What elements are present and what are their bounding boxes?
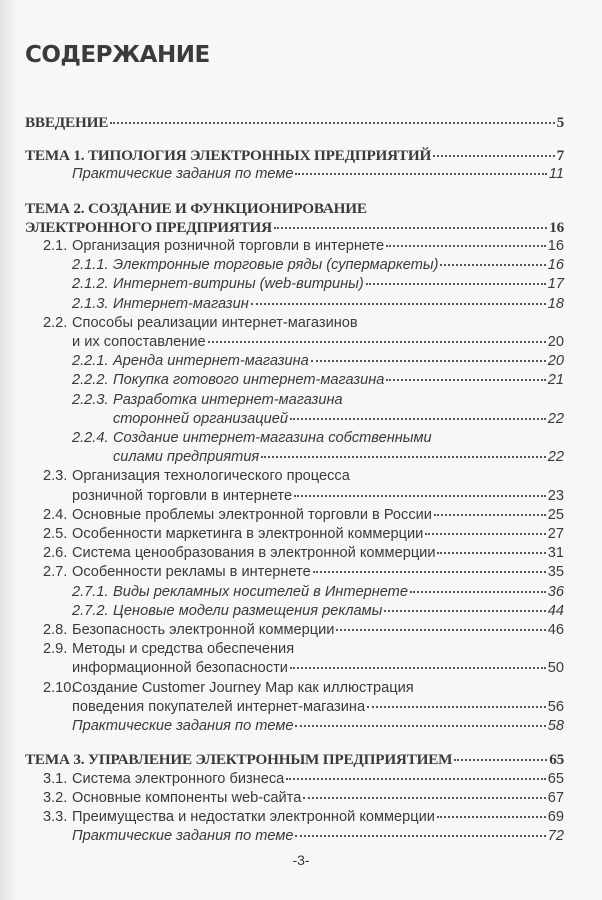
toc-entry-line xyxy=(43,467,564,486)
toc-entry-number: 2.2.2. xyxy=(72,372,109,389)
toc-entry[interactable] xyxy=(25,789,564,808)
toc-entry[interactable] xyxy=(25,256,564,275)
toc-entry-number: 2.1.2. xyxy=(72,276,109,293)
toc-entry-text: Безопасность электронной коммерции xyxy=(72,622,335,639)
toc-entry-page: 22 xyxy=(547,449,564,466)
toc-entry-line xyxy=(25,218,564,237)
dot-leader xyxy=(274,227,547,229)
toc-entry-number: 2.2.3. xyxy=(72,391,109,408)
toc-entry-page: 50 xyxy=(547,660,564,677)
toc-entry-text: розничной торговли в интернете xyxy=(72,487,293,504)
toc-entry-text: ТЕМА 3. УПРАВЛЕНИЕ ЭЛЕКТРОННЫМ ПРЕДПРИЯТИЕМ xyxy=(25,751,453,769)
dot-leader xyxy=(290,418,546,420)
dot-leader xyxy=(434,514,546,516)
toc-entry-page: 69 xyxy=(547,808,564,825)
toc-entry-number: 2.7. xyxy=(43,564,68,581)
toc-entry-line xyxy=(43,563,564,582)
toc-entry-line xyxy=(72,429,564,448)
toc-entry-number: 2.10. xyxy=(43,679,76,696)
toc-entry[interactable] xyxy=(25,717,564,736)
toc-entry-line xyxy=(72,827,564,846)
toc-entry-line xyxy=(43,506,564,525)
toc-entry-line xyxy=(72,717,564,736)
dot-leader xyxy=(410,591,546,593)
dot-leader xyxy=(433,155,555,157)
toc-entry-number: 2.2.1. xyxy=(72,353,109,370)
toc-entry-line xyxy=(25,199,564,218)
toc-entry-line xyxy=(43,333,564,352)
toc-entry-line xyxy=(43,789,564,808)
toc-entry-page: 20 xyxy=(547,334,564,351)
toc-entry-number: 2.3. xyxy=(43,468,68,485)
toc-entry-text: Покупка готового интернет-магазина xyxy=(113,372,385,389)
toc-entry-text: Интернет-витрины (web-витрины) xyxy=(113,276,364,293)
toc-entry-page: 65 xyxy=(549,751,564,769)
dot-leader xyxy=(437,552,545,554)
toc-entry-page: 18 xyxy=(547,295,564,312)
toc-entry-line xyxy=(72,410,564,429)
dot-leader xyxy=(303,797,545,799)
toc-entry-line xyxy=(72,352,564,371)
toc-entry-page: 16 xyxy=(547,257,564,274)
toc-entry-line xyxy=(72,391,564,410)
dot-leader xyxy=(386,245,546,247)
toc-entry-line xyxy=(72,602,564,621)
dot-leader xyxy=(295,173,546,175)
toc-entry-page: 72 xyxy=(547,828,564,845)
toc-entry[interactable] xyxy=(25,467,564,505)
toc-entry-text: Система ценообразования в электронной коммерции xyxy=(72,545,436,562)
toc-entry[interactable] xyxy=(25,506,564,525)
toc-entry-line xyxy=(43,621,564,640)
toc-entry-text: Виды рекламных носителей в Интернете xyxy=(113,583,408,600)
toc-entry-text: ВВЕДЕНИЕ xyxy=(25,114,109,131)
dot-leader xyxy=(295,835,545,837)
toc-entry[interactable] xyxy=(25,429,564,467)
toc-entry-text: Практические задания по теме xyxy=(72,718,294,735)
toc-entry-line xyxy=(43,544,564,563)
dot-leader xyxy=(251,303,546,305)
toc-entry-text: сторонней организацией xyxy=(113,410,288,427)
toc-entry-number: 3.1. xyxy=(43,770,68,787)
toc-entry-line xyxy=(25,113,564,132)
toc-entry-page: 44 xyxy=(547,602,564,619)
toc-entry-text: Основные проблемы электронной торговли в России xyxy=(72,506,432,523)
toc-entry-page: 5 xyxy=(556,114,564,131)
toc-entry[interactable] xyxy=(25,750,564,769)
dot-leader xyxy=(286,778,546,780)
toc-entry-line xyxy=(25,750,564,769)
toc-entry-page: 58 xyxy=(547,718,564,735)
toc-entry-number: 2.1.1. xyxy=(72,257,109,274)
toc-entry[interactable] xyxy=(25,113,564,132)
toc-entry-page: 27 xyxy=(547,526,564,543)
toc-entry-number: 2.1.3. xyxy=(72,295,109,312)
toc-entry-text: информационной безопасности xyxy=(72,660,288,677)
dot-leader xyxy=(440,264,545,266)
toc-entry-number: 2.1. xyxy=(43,238,68,255)
toc-entry-line xyxy=(72,275,564,294)
dot-leader xyxy=(437,816,546,818)
toc-entry-text: Электронные торговые ряды (супермаркеты) xyxy=(113,257,439,274)
toc-entry-page: 56 xyxy=(547,698,564,715)
toc-entry-text: Организация розничной торговли в интернете xyxy=(72,238,385,255)
page-title: СОДЕРЖАНИЕ xyxy=(25,42,210,68)
toc-entry[interactable] xyxy=(25,352,564,371)
toc-entry-number: 2.6. xyxy=(43,545,68,562)
toc-entry-line xyxy=(43,659,564,678)
toc-entry-text: силами предприятия xyxy=(113,449,260,466)
toc-entry-line xyxy=(72,256,564,275)
toc-entry[interactable] xyxy=(25,808,564,827)
toc-entry-page: 17 xyxy=(547,276,564,293)
toc-entry-page: 23 xyxy=(547,487,564,504)
toc-entry-line xyxy=(43,640,564,659)
toc-entry[interactable] xyxy=(25,237,564,256)
toc-entry-page: 16 xyxy=(547,238,564,255)
toc-entry-line xyxy=(43,314,564,333)
toc-entry-text: ТЕМА 2. СОЗДАНИЕ И ФУНКЦИОНИРОВАНИЕ xyxy=(25,199,367,217)
dot-leader xyxy=(294,495,546,497)
toc-entry-line xyxy=(72,583,564,602)
toc-entry-line xyxy=(43,698,564,717)
toc-entry-text: Организация технологического процесса xyxy=(72,468,350,485)
dot-leader xyxy=(290,667,546,669)
dot-leader xyxy=(336,629,545,631)
toc-entry-text: ТЕМА 1. ТИПОЛОГИЯ ЭЛЕКТРОННЫХ ПРЕДПРИЯТИЙ xyxy=(25,147,432,165)
toc-entry-page: 31 xyxy=(547,545,564,562)
toc-entry-text: Методы и средства обеспечения xyxy=(72,641,295,658)
toc-entry-text: Практические задания по теме xyxy=(72,166,294,183)
toc-entry-text: ЭЛЕКТРОННОГО ПРЕДПРИЯТИЯ xyxy=(25,218,272,236)
dot-leader xyxy=(311,360,546,362)
toc-entry-text: Создание Customer Journey Map как иллюстрация xyxy=(72,679,414,696)
dot-leader xyxy=(386,379,545,381)
dot-leader xyxy=(366,283,546,285)
toc-entry[interactable] xyxy=(25,146,564,165)
dot-leader xyxy=(425,533,545,535)
toc-entry[interactable] xyxy=(25,563,564,582)
toc-entry-text: Практические задания по теме xyxy=(72,828,294,845)
dot-leader xyxy=(313,571,546,573)
dot-leader xyxy=(110,122,554,124)
toc-entry-page: 67 xyxy=(547,789,564,806)
toc-entry-text: Способы реализации интернет-магазинов xyxy=(72,314,358,331)
page-gutter-shadow xyxy=(0,0,18,900)
toc-entry-page: 35 xyxy=(547,564,564,581)
toc-entry[interactable] xyxy=(25,391,564,429)
toc-entry-text: Разработка интернет-магазина xyxy=(113,391,343,408)
toc-entry-text: и их сопоставление xyxy=(72,334,206,351)
toc-entry-number: 2.5. xyxy=(43,526,68,543)
toc-entry[interactable] xyxy=(25,371,564,390)
toc-entry-line xyxy=(72,295,564,314)
toc-entry-line xyxy=(25,146,564,165)
toc-entry-text: поведения покупателей интернет-магазина xyxy=(72,698,366,715)
toc-entry-line xyxy=(72,165,564,184)
toc-entry-line xyxy=(72,448,564,467)
toc-entry-line xyxy=(43,525,564,544)
toc-entry-number: 2.7.1. xyxy=(72,583,109,600)
page-number: -3- xyxy=(292,852,310,868)
toc-entry-page: 22 xyxy=(547,410,564,427)
toc-entry-page: 25 xyxy=(547,506,564,523)
toc-entry-text: Система электронного бизнеса xyxy=(72,770,285,787)
toc-entry-page: 36 xyxy=(547,583,564,600)
toc-entry-number: 2.9. xyxy=(43,641,68,658)
toc-entry-text: Ценовые модели размещения рекламы xyxy=(113,602,383,619)
toc-entry-number: 2.2. xyxy=(43,314,68,331)
toc-entry[interactable] xyxy=(25,621,564,640)
toc-entry-page: 20 xyxy=(547,353,564,370)
toc-entry[interactable] xyxy=(25,640,564,678)
dot-leader xyxy=(367,706,546,708)
toc-entry[interactable] xyxy=(25,525,564,544)
toc-entry-page: 7 xyxy=(556,147,564,165)
toc-entry-line xyxy=(43,679,564,698)
toc-entry-text: Интернет-магазин xyxy=(113,295,249,312)
toc-entry-number: 2.8. xyxy=(43,622,68,639)
toc-entry-text: Создание интернет-магазина собственными xyxy=(113,430,432,447)
toc-entry-text: Основные компоненты web-сайта xyxy=(72,789,302,806)
toc-entry-text: Особенности маркетинга в электронной коммерции xyxy=(72,526,424,543)
toc-entry[interactable] xyxy=(25,314,564,352)
toc-entry-page: 21 xyxy=(547,372,564,389)
dot-leader xyxy=(208,341,546,343)
toc-entry-number: 2.2.4. xyxy=(72,430,109,447)
toc-entry-number: 2.4. xyxy=(43,506,68,523)
dot-leader xyxy=(295,725,545,727)
dot-leader xyxy=(454,759,547,761)
toc-entry-page: 46 xyxy=(547,622,564,639)
toc-entry-text: Аренда интернет-магазина xyxy=(113,353,309,370)
toc-entry[interactable] xyxy=(25,275,564,294)
dot-leader xyxy=(384,610,545,612)
toc-entry[interactable] xyxy=(25,199,564,237)
toc-entry-page: 16 xyxy=(549,218,564,236)
toc-entry-page: 11 xyxy=(548,166,564,183)
toc-entry[interactable] xyxy=(25,165,564,184)
table-of-contents xyxy=(25,113,564,846)
toc-entry[interactable] xyxy=(25,544,564,563)
toc-entry-line xyxy=(43,237,564,256)
toc-entry[interactable] xyxy=(25,602,564,621)
toc-entry-page: 65 xyxy=(547,770,564,787)
toc-entry-number: 2.7.2. xyxy=(72,602,109,619)
toc-entry[interactable] xyxy=(25,583,564,602)
toc-entry-number: 3.2. xyxy=(43,789,68,806)
toc-entry-line xyxy=(43,487,564,506)
toc-entry[interactable] xyxy=(25,679,564,717)
toc-entry-line xyxy=(43,770,564,789)
toc-entry[interactable] xyxy=(25,827,564,846)
toc-entry-text: Особенности рекламы в интернете xyxy=(72,564,311,581)
toc-entry[interactable] xyxy=(25,770,564,789)
toc-entry[interactable] xyxy=(25,295,564,314)
toc-entry-number: 3.3. xyxy=(43,808,68,825)
toc-entry-line xyxy=(72,371,564,390)
toc-entry-text: Преимущества и недостатки электронной коммерции xyxy=(72,808,435,825)
dot-leader xyxy=(261,456,546,458)
toc-entry-line xyxy=(43,808,564,827)
